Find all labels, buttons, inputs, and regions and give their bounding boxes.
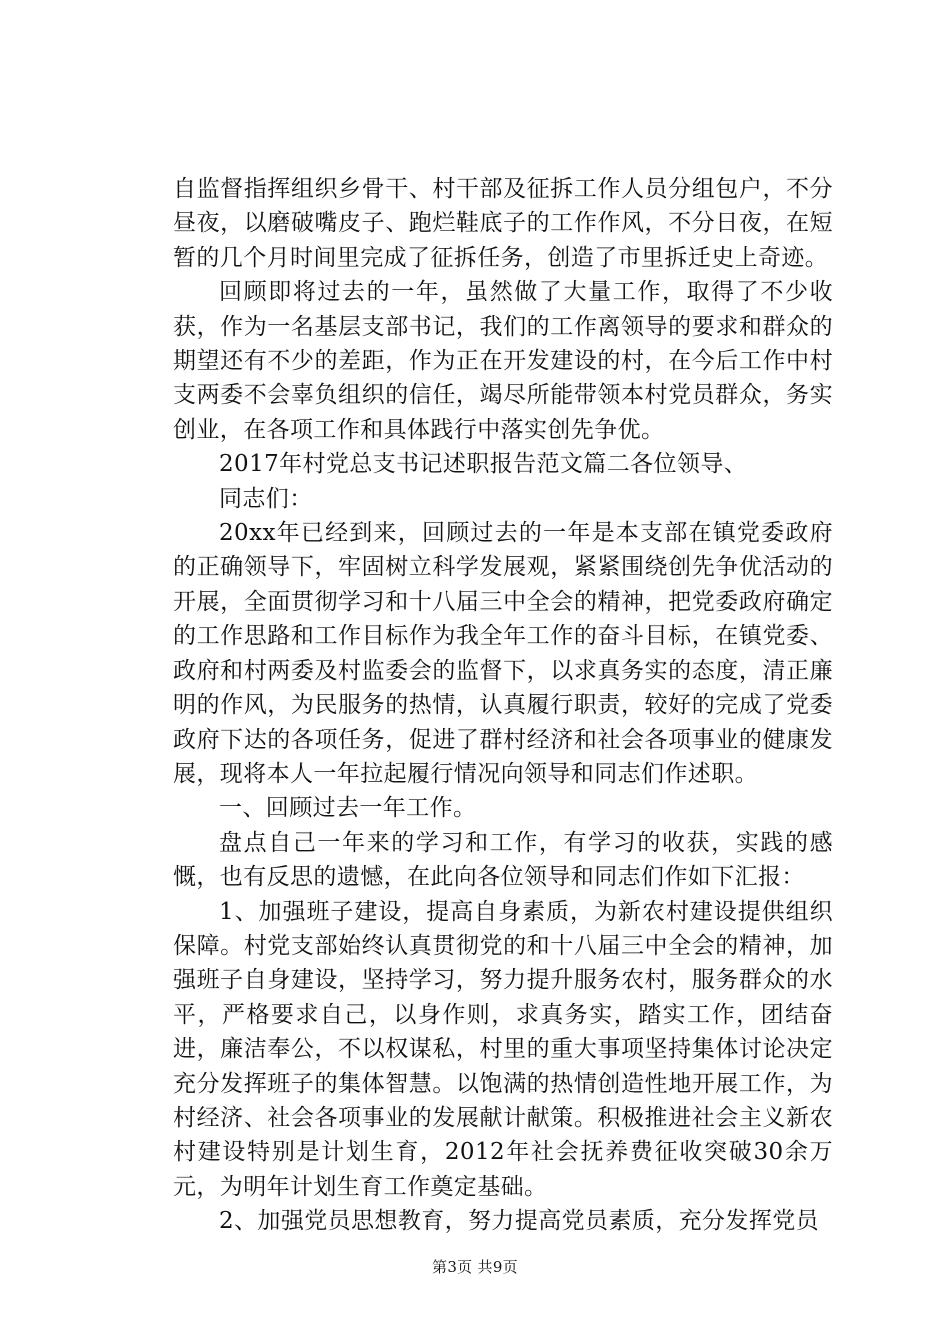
document-body [173, 172, 833, 1239]
paragraph: 2、加强党员思想教育，努力提高党员素质，充分发挥党员 [219, 1208, 820, 1235]
paragraph: 盘点自己一年来的学习和工作，有学习的收获，实践的感慨，也有反思的遗憾，在此向各位领导和同志们作如下汇报： [173, 829, 833, 891]
paragraph: 2017年村党总支书记述职报告范文篇二各位领导、 [219, 451, 748, 478]
paragraph: 自监督指挥组织乡骨干、村干部及征拆工作人员分组包户，不分昼夜，以磨破嘴皮子、跑烂鞋底子的工作作风，不分日夜，在短暂的几个月时间里完成了征拆任务，创造了市里拆迁史上奇迹。 [173, 176, 833, 271]
paragraph: 回顾即将过去的一年，虽然做了大量工作，取得了不少收获，作为一名基层支部书记，我们的工作离领导的要求和群众的期望还有不少的差距，作为正在开发建设的村，在今后工作中村支两委不会辜负组织的信任，竭尽所能带领本村党员群众，务实创业，在各项工作和具体践行中落实创先争优。 [173, 279, 833, 443]
paragraph: 1、加强班子建设，提高自身素质，为新农村建设提供组织保障。村党支部始终认真贯彻党的和十八届三中全会的精神，加强班子自身建设，坚持学习，努力提升服务农村，服务群众的水平，严格要求自己，以身作则，求真务实，踏实工作，团结奋进，廉洁奉公，不以权谋私，村里的重大事项坚持集体讨论决定充分发挥班子的集体智慧。以饱满的热情创造性地开展工作，为村经济、社会各项事业的发展献计献策。积极推进社会主义新农村建设特别是计划生育，2012年社会抚养费征收突破30余万元，为明年计划生育工作奠定基础。 [173, 898, 833, 1200]
page-footer: 第3页 共9页 [432, 1258, 518, 1276]
section-heading: 一、回顾过去一年工作。 [219, 795, 477, 822]
paragraph: 20xx年已经到来，回顾过去的一年是本支部在镇党委政府的正确领导下，牢固树立科学发展观，紧紧围绕创先争优活动的开展，全面贯彻学习和十八届三中全会的精神，把党委政府确定的工作思路和工作目标作为我全年工作的奋斗目标，在镇党委、政府和村两委及村监委会的监督下，以求真务实的态度，清正廉明的作风，为民服务的热情，认真履行职责，较好的完成了党委政府下达的各项任务，促进了群村经济和社会各项事业的健康发展，现将本人一年拉起履行情况向领导和同志们作述职。 [173, 520, 833, 787]
paragraph: 同志们： [219, 485, 313, 512]
